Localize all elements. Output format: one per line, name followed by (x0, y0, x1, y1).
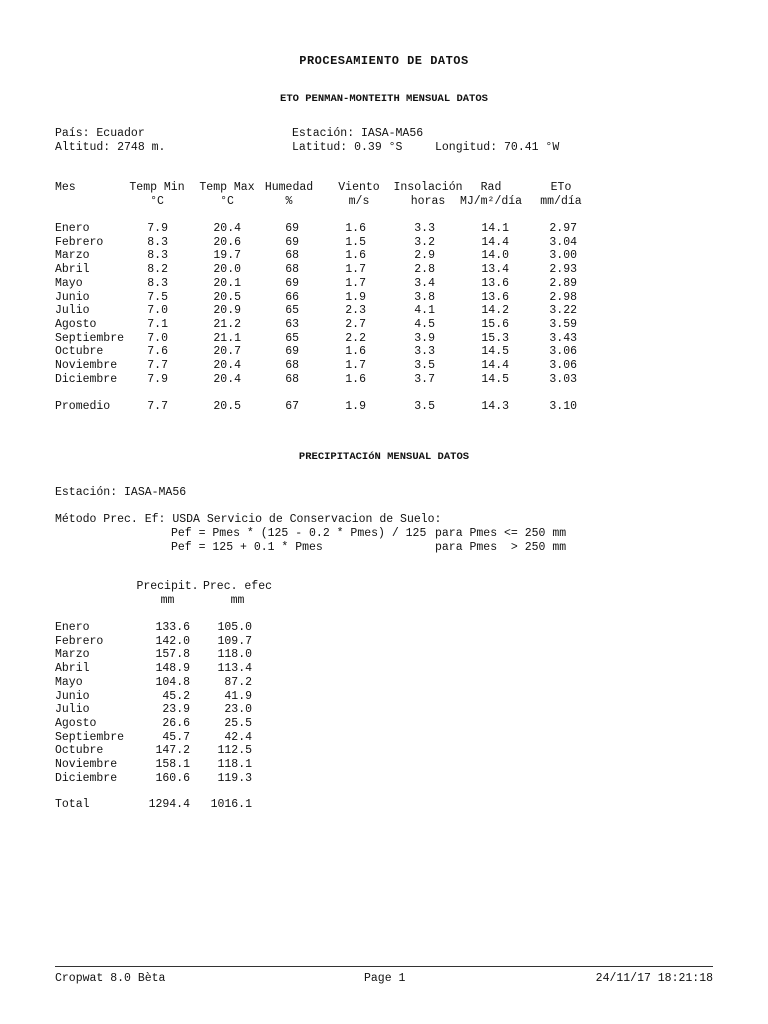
eto-cell-wind: 1.7 (345, 277, 366, 290)
eto-cell-month: Abril (55, 263, 90, 276)
precip-cell-month: Noviembre (55, 758, 118, 771)
precip-cell-effective-precip: 42.4 (224, 731, 252, 744)
eto-cell-temp-max: 20.7 (213, 345, 241, 358)
eto-cell-radiation: 14.4 (481, 236, 509, 249)
eto-cell-temp-min: 8.3 (147, 277, 168, 290)
eto-header-humidity: Humedad (264, 181, 314, 194)
eto-header-temp-max: Temp Max (199, 181, 255, 194)
precip-table-row (0, 744, 768, 758)
eto-table-row (0, 318, 768, 332)
eto-cell-sunshine: 2.9 (414, 249, 435, 262)
eto-cell-radiation: 15.3 (481, 332, 509, 345)
eto-cell-temp-min: 7.5 (147, 291, 168, 304)
eto-cell-temp-max: 19.7 (213, 249, 241, 262)
eto-table-row (0, 249, 768, 263)
precip-cell-effective-precip: 113.4 (217, 662, 252, 675)
eto-cell-sunshine: 3.9 (414, 332, 435, 345)
eto-cell-temp-min: 7.0 (147, 332, 168, 345)
eto-cell-wind: 2.7 (345, 318, 366, 331)
eto-unit-row (0, 195, 768, 209)
eto-cell-month: Agosto (55, 318, 97, 331)
precip-cell-month: Diciembre (55, 772, 118, 785)
eto-cell-wind: 2.3 (345, 304, 366, 317)
eto-cell-wind: 1.6 (345, 373, 366, 386)
eto-unit-temp-min: °C (150, 195, 164, 208)
eto-cell-radiation: 13.6 (481, 291, 509, 304)
precip-cell-precip: 26.6 (162, 717, 190, 730)
footer-timestamp: 24/11/17 18:21:18 (595, 972, 713, 985)
precip-table-row (0, 676, 768, 690)
eto-cell-temp-max: 20.4 (213, 222, 241, 235)
precip-cell-precip: 148.9 (155, 662, 190, 675)
eto-cell-humidity: 69 (285, 222, 299, 235)
eto-cell-radiation: 13.6 (481, 277, 509, 290)
station-label: Estación: IASA-MA56 (292, 127, 424, 140)
precip-cell-precip: 160.6 (155, 772, 190, 785)
eto-cell-eto: 3.03 (549, 373, 577, 386)
eto-table-row (0, 304, 768, 318)
precip-cell-month: Octubre (55, 744, 104, 757)
eto-cell-month: Septiembre (55, 332, 125, 345)
eto-cell-eto: 3.00 (549, 249, 577, 262)
eto-cell-temp-max: 20.0 (213, 263, 241, 276)
eto-table-row (0, 222, 768, 236)
eto-cell-radiation: 14.5 (481, 373, 509, 386)
eto-cell-month: Junio (55, 291, 90, 304)
eto-cell-month: Enero (55, 222, 90, 235)
formula-2: Pef = 125 + 0.1 * Pmes (171, 541, 323, 554)
eto-cell-eto: 3.06 (549, 345, 577, 358)
eto-cell-humidity: 68 (285, 249, 299, 262)
precip-unit-precip: mm (160, 594, 175, 607)
eto-cell-month: Mayo (55, 277, 83, 290)
precip-total-precip: 1294.4 (148, 798, 190, 811)
eto-cell-temp-min: 8.3 (147, 249, 168, 262)
precip-cell-precip: 23.9 (162, 703, 190, 716)
eto-cell-eto: 3.06 (549, 359, 577, 372)
precip-cell-precip: 133.6 (155, 621, 190, 634)
precip-table-row (0, 731, 768, 745)
eto-unit-eto: mm/día (540, 195, 582, 208)
eto-cell-sunshine: 4.1 (414, 304, 435, 317)
precip-cell-precip: 158.1 (155, 758, 190, 771)
eto-cell-eto: 3.22 (549, 304, 577, 317)
eto-unit-sunshine: horas (410, 195, 446, 208)
precip-cell-month: Junio (55, 690, 90, 703)
eto-cell-temp-max: 20.1 (213, 277, 241, 290)
eto-unit-radiation: MJ/m²/día (459, 195, 523, 208)
precip-cell-effective-precip: 118.0 (217, 648, 252, 661)
eto-cell-humidity: 65 (285, 332, 299, 345)
eto-table-row (0, 277, 768, 291)
formula-1: Pef = Pmes * (125 - 0.2 * Pmes) / 125 (171, 527, 427, 540)
eto-average-month: Promedio (55, 400, 111, 413)
longitude-label: Longitud: 70.41 °W (435, 141, 560, 154)
footer-divider (55, 966, 713, 967)
eto-table-row (0, 345, 768, 359)
eto-average-eto: 3.10 (549, 400, 577, 413)
eto-cell-humidity: 69 (285, 345, 299, 358)
eto-cell-humidity: 68 (285, 263, 299, 276)
eto-cell-wind: 1.5 (345, 236, 366, 249)
precip-cell-precip: 45.7 (162, 731, 190, 744)
eto-cell-humidity: 63 (285, 318, 299, 331)
report-title: PROCESAMIENTO DE DATOS (299, 54, 469, 68)
precip-cell-month: Julio (55, 703, 90, 716)
precip-section-title: PRECIPITACIóN MENSUAL DATOS (298, 451, 470, 463)
eto-unit-wind: m/s (348, 195, 370, 208)
precip-header-row (0, 580, 768, 594)
eto-cell-eto: 2.97 (549, 222, 577, 235)
eto-section-title: ETO PENMAN-MONTEITH MENSUAL DATOS (280, 93, 488, 105)
footer-app-name: Cropwat 8.0 Bèta (55, 972, 166, 985)
precip-total-row (0, 798, 768, 812)
eto-cell-sunshine: 3.8 (414, 291, 435, 304)
eto-average-radiation: 14.3 (481, 400, 509, 413)
footer-page-number: Page 1 (364, 972, 406, 985)
precip-table-row (0, 690, 768, 704)
eto-header-radiation: Rad (480, 181, 502, 194)
precip-cell-effective-precip: 41.9 (224, 690, 252, 703)
eto-cell-sunshine: 3.3 (414, 222, 435, 235)
eto-cell-month: Julio (55, 304, 90, 317)
eto-cell-wind: 1.7 (345, 359, 366, 372)
eto-cell-temp-min: 8.2 (147, 263, 168, 276)
eto-average-row (0, 400, 768, 414)
eto-cell-month: Diciembre (55, 373, 118, 386)
eto-header-wind: Viento (338, 181, 380, 194)
eto-cell-radiation: 14.2 (481, 304, 509, 317)
eto-cell-temp-max: 20.9 (213, 304, 241, 317)
eto-cell-temp-max: 21.1 (213, 332, 241, 345)
precip-table-row (0, 703, 768, 717)
eto-cell-eto: 2.89 (549, 277, 577, 290)
altitude-label: Altitud: 2748 m. (55, 141, 166, 154)
eto-cell-temp-max: 20.5 (213, 291, 241, 304)
eto-table-row (0, 263, 768, 277)
precip-table-row (0, 648, 768, 662)
eto-cell-month: Marzo (55, 249, 90, 262)
eto-cell-radiation: 13.4 (481, 263, 509, 276)
eto-cell-temp-min: 7.7 (147, 359, 168, 372)
eto-cell-month: Noviembre (55, 359, 118, 372)
precip-station-label: Estación: IASA-MA56 (55, 486, 187, 499)
eto-cell-month: Octubre (55, 345, 104, 358)
precip-header-precip: Precipit. (136, 580, 199, 593)
eto-cell-month: Febrero (55, 236, 104, 249)
eto-cell-sunshine: 2.8 (414, 263, 435, 276)
eto-cell-temp-min: 7.1 (147, 318, 168, 331)
eto-average-wind: 1.9 (345, 400, 366, 413)
country-label: País: Ecuador (55, 127, 145, 140)
eto-cell-temp-min: 7.9 (147, 222, 168, 235)
eto-cell-radiation: 14.4 (481, 359, 509, 372)
eto-table-row (0, 373, 768, 387)
eto-cell-sunshine: 3.4 (414, 277, 435, 290)
eto-cell-eto: 3.04 (549, 236, 577, 249)
latitude-label: Latitud: 0.39 °S (292, 141, 403, 154)
eto-cell-eto: 3.43 (549, 332, 577, 345)
eto-cell-humidity: 65 (285, 304, 299, 317)
precip-table-row (0, 772, 768, 786)
precip-total-month: Total (55, 798, 90, 811)
precip-cell-month: Mayo (55, 676, 83, 689)
precip-cell-precip: 142.0 (155, 635, 190, 648)
eto-cell-humidity: 68 (285, 373, 299, 386)
eto-table-row (0, 332, 768, 346)
eto-cell-wind: 1.6 (345, 345, 366, 358)
eto-cell-temp-min: 7.9 (147, 373, 168, 386)
eto-header-sunshine: Insolación (393, 181, 463, 194)
eto-cell-humidity: 68 (285, 359, 299, 372)
eto-header-month: Mes (55, 181, 76, 194)
formula-2-condition: para Pmes > 250 mm (435, 541, 567, 554)
eto-cell-sunshine: 3.7 (414, 373, 435, 386)
precip-table-row (0, 758, 768, 772)
eto-table-row (0, 291, 768, 305)
eto-cell-wind: 1.7 (345, 263, 366, 276)
method-line: Método Prec. Ef: USDA Servicio de Conservacion de Suelo: (55, 513, 442, 526)
eto-cell-radiation: 14.5 (481, 345, 509, 358)
eto-cell-sunshine: 4.5 (414, 318, 435, 331)
precip-cell-month: Septiembre (55, 731, 125, 744)
precip-cell-precip: 147.2 (155, 744, 190, 757)
precip-unit-row (0, 594, 768, 608)
eto-cell-temp-min: 7.0 (147, 304, 168, 317)
eto-cell-temp-min: 8.3 (147, 236, 168, 249)
precip-total-effective-precip: 1016.1 (210, 798, 252, 811)
precip-cell-effective-precip: 112.5 (217, 744, 252, 757)
eto-average-temp-min: 7.7 (147, 400, 168, 413)
precip-cell-month: Marzo (55, 648, 90, 661)
eto-cell-temp-max: 21.2 (213, 318, 241, 331)
precip-cell-precip: 157.8 (155, 648, 190, 661)
eto-cell-eto: 2.98 (549, 291, 577, 304)
precip-cell-effective-precip: 119.3 (217, 772, 252, 785)
formula-1-condition: para Pmes <= 250 mm (435, 527, 567, 540)
eto-cell-sunshine: 3.2 (414, 236, 435, 249)
precip-unit-effective-precip: mm (230, 594, 245, 607)
eto-cell-sunshine: 3.3 (414, 345, 435, 358)
precip-cell-month: Agosto (55, 717, 97, 730)
eto-unit-temp-max: °C (220, 195, 234, 208)
eto-header-temp-min: Temp Min (129, 181, 185, 194)
eto-cell-humidity: 69 (285, 277, 299, 290)
eto-average-sunshine: 3.5 (414, 400, 435, 413)
eto-cell-sunshine: 3.5 (414, 359, 435, 372)
precip-cell-effective-precip: 25.5 (224, 717, 252, 730)
precip-cell-effective-precip: 118.1 (217, 758, 252, 771)
precip-table-row (0, 621, 768, 635)
precip-table-row (0, 662, 768, 676)
eto-cell-radiation: 14.1 (481, 222, 509, 235)
precip-cell-month: Abril (55, 662, 90, 675)
eto-cell-humidity: 66 (285, 291, 299, 304)
eto-cell-wind: 1.6 (345, 249, 366, 262)
eto-cell-wind: 2.2 (345, 332, 366, 345)
eto-cell-wind: 1.9 (345, 291, 366, 304)
precip-cell-effective-precip: 87.2 (224, 676, 252, 689)
eto-cell-temp-max: 20.4 (213, 373, 241, 386)
precip-header-effective-precip: Prec. efec (202, 580, 272, 593)
eto-cell-wind: 1.6 (345, 222, 366, 235)
precip-cell-month: Enero (55, 621, 90, 634)
precip-table-row (0, 717, 768, 731)
eto-cell-temp-max: 20.6 (213, 236, 241, 249)
eto-cell-radiation: 14.0 (481, 249, 509, 262)
precip-cell-precip: 104.8 (155, 676, 190, 689)
eto-header-eto: ETo (550, 181, 572, 194)
precip-cell-effective-precip: 109.7 (217, 635, 252, 648)
eto-average-temp-max: 20.5 (213, 400, 241, 413)
precip-table-row (0, 635, 768, 649)
eto-cell-temp-min: 7.6 (147, 345, 168, 358)
eto-cell-eto: 3.59 (549, 318, 577, 331)
precip-cell-effective-precip: 23.0 (224, 703, 252, 716)
eto-cell-temp-max: 20.4 (213, 359, 241, 372)
eto-header-row (0, 181, 768, 195)
precip-cell-effective-precip: 105.0 (217, 621, 252, 634)
eto-cell-humidity: 69 (285, 236, 299, 249)
eto-average-humidity: 67 (285, 400, 299, 413)
eto-table-row (0, 236, 768, 250)
eto-cell-eto: 2.93 (549, 263, 577, 276)
precip-cell-precip: 45.2 (162, 690, 190, 703)
eto-cell-radiation: 15.6 (481, 318, 509, 331)
eto-unit-humidity: % (285, 195, 293, 208)
precip-cell-month: Febrero (55, 635, 104, 648)
eto-table-row (0, 359, 768, 373)
